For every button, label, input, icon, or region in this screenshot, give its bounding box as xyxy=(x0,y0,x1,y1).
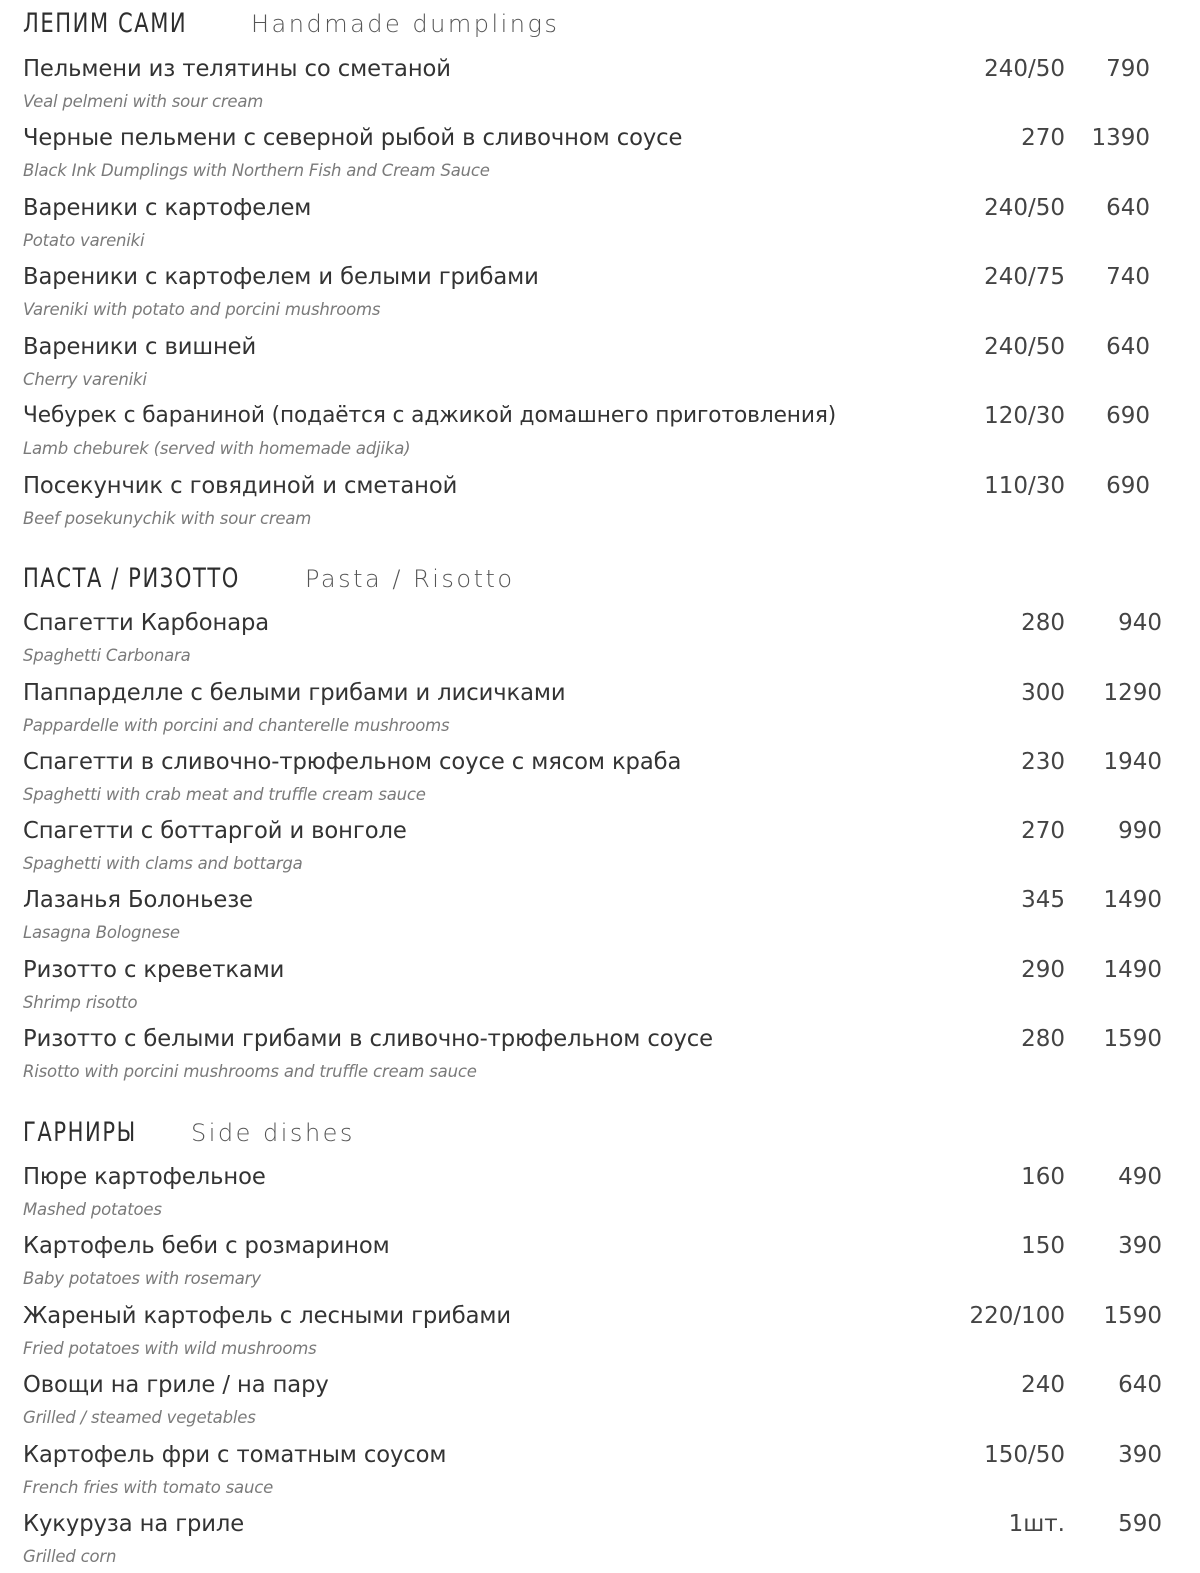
item-name-ru: Спагетти с боттаргой и вонголе xyxy=(23,818,407,844)
menu-item xyxy=(23,195,1173,257)
menu-item xyxy=(23,473,1173,535)
menu-item xyxy=(23,334,1173,396)
item-name-ru: Паппарделле с белыми грибами и лисичками xyxy=(23,680,566,706)
item-name-ru: Картофель фри с томатным соусом xyxy=(23,1442,447,1468)
item-weight: 160 xyxy=(1021,1164,1065,1190)
item-name-en: Fried potatoes with wild mushrooms xyxy=(23,1339,317,1358)
item-name-ru: Посекунчик с говядиной и сметаной xyxy=(23,473,458,499)
item-name-ru: Спагетти Карбонара xyxy=(23,610,270,636)
item-price: 640 xyxy=(1118,1372,1162,1398)
item-name-en: Mashed potatoes xyxy=(23,1200,162,1219)
item-price: 740 xyxy=(1106,264,1150,290)
item-weight: 240/50 xyxy=(984,334,1065,360)
menu-item xyxy=(23,1511,1173,1573)
item-price: 640 xyxy=(1106,195,1150,221)
item-name-ru: Овощи на гриле / на пару xyxy=(23,1372,329,1398)
item-name-en: Spaghetti Carbonara xyxy=(23,646,191,665)
item-price: 1590 xyxy=(1103,1026,1162,1052)
item-price: 640 xyxy=(1106,334,1150,360)
item-name-ru: Вареники с картофелем xyxy=(23,195,312,221)
item-weight: 240/50 xyxy=(984,195,1065,221)
item-name-en: Shrimp risotto xyxy=(23,993,138,1012)
section-header-pasta xyxy=(23,563,515,603)
menu-item xyxy=(23,610,1173,672)
section-title-en: Handmade dumplings xyxy=(251,10,560,38)
item-name-ru: Черные пельмени с северной рыбой в сливочном соусе xyxy=(23,125,683,151)
section-header-sides xyxy=(23,1117,355,1157)
menu-item xyxy=(23,818,1173,880)
item-name-en: Pappardelle with porcini and chanterelle mushrooms xyxy=(23,716,450,735)
item-name-en: Cherry vareniki xyxy=(23,370,147,389)
item-name-ru: Лазанья Болоньезе xyxy=(23,887,253,913)
item-price: 1490 xyxy=(1103,887,1162,913)
item-name-en: Vareniki with potato and porcini mushrooms xyxy=(23,300,381,319)
item-name-en: Risotto with porcini mushrooms and truffle cream sauce xyxy=(23,1062,477,1081)
item-weight: 240 xyxy=(1021,1372,1065,1398)
section-title-ru: ГАРНИРЫ xyxy=(23,1117,137,1148)
item-name-en: Beef posekunychik with sour cream xyxy=(23,509,312,528)
menu-item xyxy=(23,1372,1173,1434)
item-price: 490 xyxy=(1118,1164,1162,1190)
item-price: 390 xyxy=(1118,1442,1162,1468)
item-name-ru: Жареный картофель с лесными грибами xyxy=(23,1303,512,1329)
item-name-en: Grilled / steamed vegetables xyxy=(23,1408,256,1427)
item-price: 790 xyxy=(1106,56,1150,82)
item-price: 990 xyxy=(1118,818,1162,844)
item-weight: 270 xyxy=(1021,818,1065,844)
item-weight: 270 xyxy=(1021,125,1065,151)
menu-item xyxy=(23,957,1173,1019)
item-name-ru: Вареники с вишней xyxy=(23,334,257,360)
item-name-en: Spaghetti with crab meat and truffle cream sauce xyxy=(23,785,426,804)
item-weight: 280 xyxy=(1021,1026,1065,1052)
section-title-en: Pasta / Risotto xyxy=(305,565,515,593)
menu-item xyxy=(23,1026,1173,1088)
item-weight: 120/30 xyxy=(984,403,1065,429)
section-title-en: Side dishes xyxy=(191,1119,355,1147)
item-weight: 150/50 xyxy=(984,1442,1065,1468)
item-name-ru: Ризотто с белыми грибами в сливочно-трюфельном соусе xyxy=(23,1026,713,1052)
menu-item xyxy=(23,403,1173,465)
menu-item xyxy=(23,1442,1173,1504)
section-title-ru: ЛЕПИМ САМИ xyxy=(23,8,188,39)
menu-item xyxy=(23,887,1173,949)
menu-item xyxy=(23,125,1173,187)
menu-item xyxy=(23,749,1173,811)
item-name-en: Black Ink Dumplings with Northern Fish and Cream Sauce xyxy=(23,161,490,180)
item-price: 390 xyxy=(1118,1233,1162,1259)
item-weight: 290 xyxy=(1021,957,1065,983)
item-name-en: Potato vareniki xyxy=(23,231,145,250)
item-weight: 220/100 xyxy=(969,1303,1065,1329)
section-title-ru: ПАСТА / РИЗОТТО xyxy=(23,563,240,594)
item-weight: 1шт. xyxy=(1008,1511,1065,1537)
item-price: 590 xyxy=(1118,1511,1162,1537)
item-weight: 240/75 xyxy=(984,264,1065,290)
item-price: 690 xyxy=(1106,473,1150,499)
item-name-ru: Кукуруза на гриле xyxy=(23,1511,245,1537)
menu-item xyxy=(23,1164,1173,1226)
item-name-ru: Ризотто с креветками xyxy=(23,957,285,983)
item-name-ru: Вареники с картофелем и белыми грибами xyxy=(23,264,539,290)
menu-item xyxy=(23,1303,1173,1365)
item-name-ru: Пельмени из телятины со сметаной xyxy=(23,56,451,82)
item-weight: 230 xyxy=(1021,749,1065,775)
item-price: 1940 xyxy=(1103,749,1162,775)
item-weight: 150 xyxy=(1021,1233,1065,1259)
item-price: 1290 xyxy=(1103,680,1162,706)
item-name-ru: Картофель беби с розмарином xyxy=(23,1233,390,1259)
item-name-ru: Чебурек с бараниной (подаётся с аджикой домашнего приготовления) xyxy=(23,403,837,428)
item-name-ru: Спагетти в сливочно-трюфельном соусе с мясом краба xyxy=(23,749,682,775)
item-weight: 280 xyxy=(1021,610,1065,636)
item-price: 690 xyxy=(1106,403,1150,429)
item-price: 1490 xyxy=(1103,957,1162,983)
menu-item xyxy=(23,56,1173,118)
item-name-en: Lasagna Bolognese xyxy=(23,923,180,942)
item-name-en: Spaghetti with clams and bottarga xyxy=(23,854,303,873)
item-price: 1390 xyxy=(1091,125,1150,151)
item-price: 940 xyxy=(1118,610,1162,636)
item-name-en: Veal pelmeni with sour cream xyxy=(23,92,264,111)
menu-item xyxy=(23,680,1173,742)
item-name-ru: Пюре картофельное xyxy=(23,1164,266,1190)
item-name-en: Baby potatoes with rosemary xyxy=(23,1269,261,1288)
item-name-en: French fries with tomato sauce xyxy=(23,1478,274,1497)
item-weight: 345 xyxy=(1021,887,1065,913)
section-header-dumplings xyxy=(23,8,559,48)
item-weight: 240/50 xyxy=(984,56,1065,82)
item-name-en: Lamb cheburek (served with homemade adjika) xyxy=(23,439,411,458)
item-name-en: Grilled corn xyxy=(23,1547,117,1566)
item-weight: 300 xyxy=(1021,680,1065,706)
item-weight: 110/30 xyxy=(984,473,1065,499)
item-price: 1590 xyxy=(1103,1303,1162,1329)
menu-item xyxy=(23,1233,1173,1295)
menu-item xyxy=(23,264,1173,326)
